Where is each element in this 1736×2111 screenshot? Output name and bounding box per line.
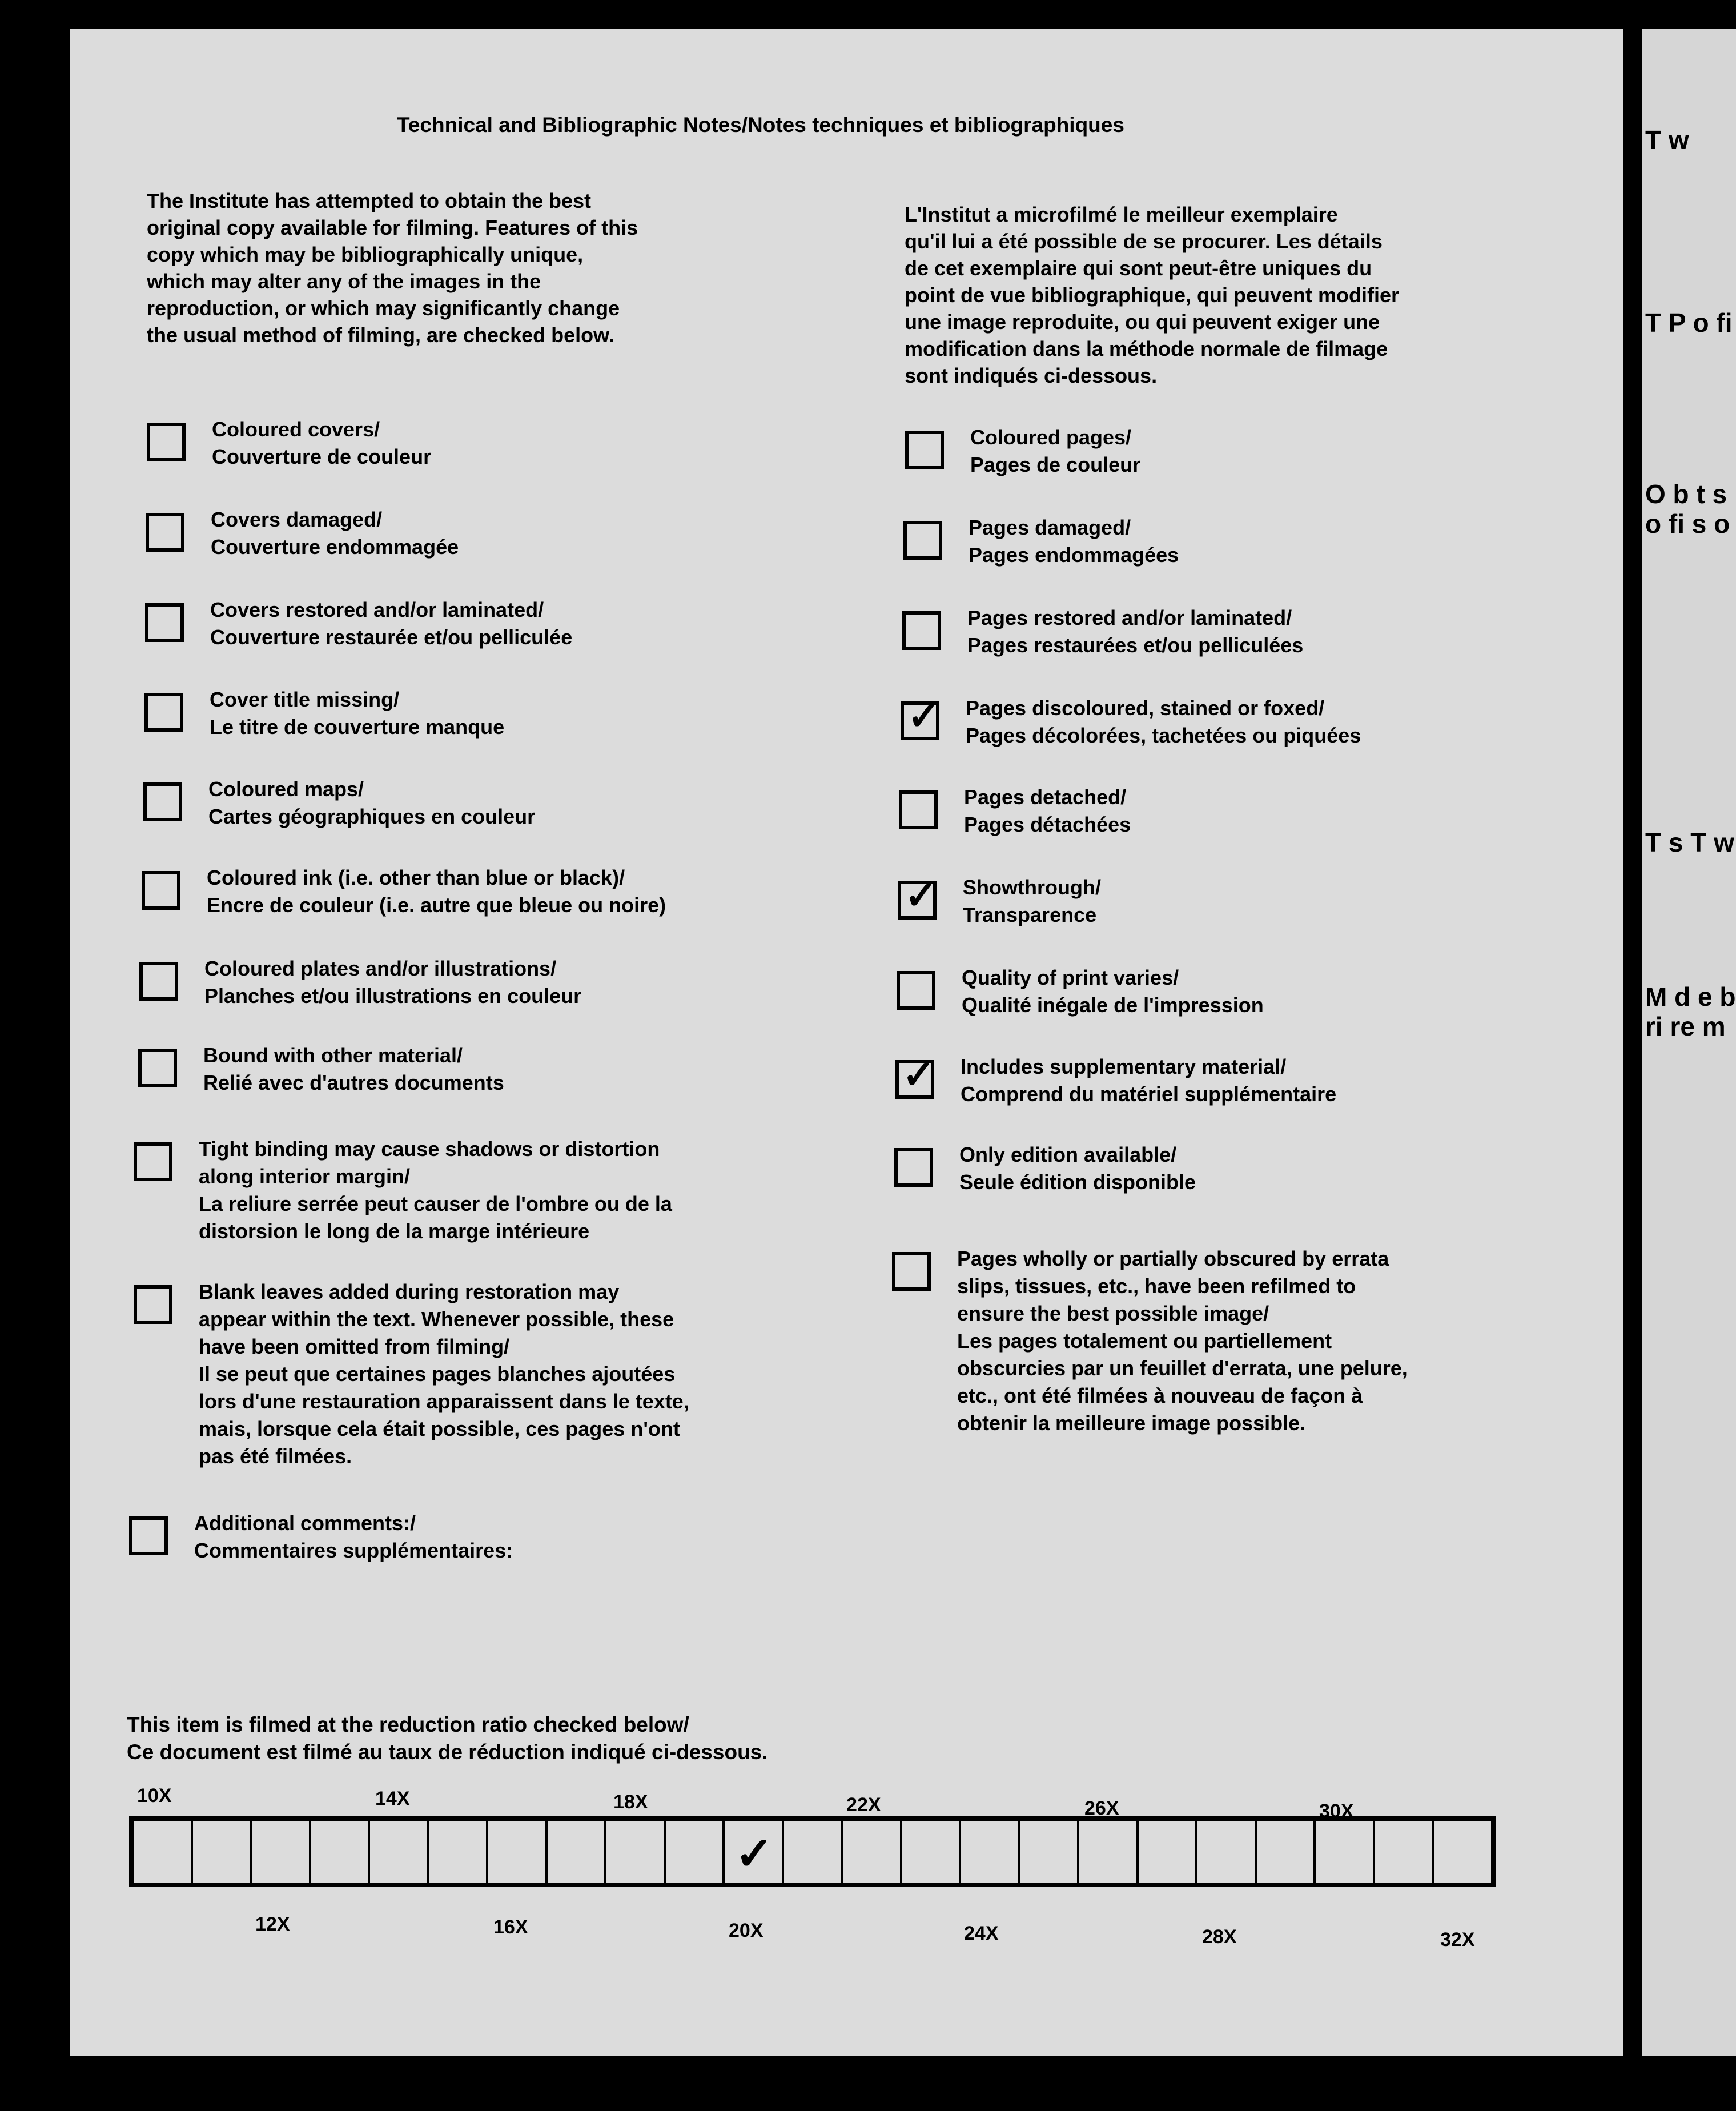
checkbox[interactable] bbox=[901, 695, 940, 740]
checkbox[interactable] bbox=[144, 693, 183, 732]
right-item bbox=[903, 516, 1179, 569]
ratio-cell[interactable] bbox=[488, 1821, 548, 1883]
ratio-cell[interactable] bbox=[666, 1821, 725, 1883]
ratio-cell[interactable] bbox=[429, 1821, 489, 1883]
left-item bbox=[145, 598, 573, 651]
checkbox[interactable] bbox=[145, 603, 184, 642]
checkbox[interactable] bbox=[143, 782, 182, 821]
checklist-label: Coloured covers/ Couverture de couleur bbox=[212, 418, 432, 468]
checkbox[interactable] bbox=[902, 611, 941, 650]
left-item bbox=[144, 688, 505, 741]
checkbox[interactable] bbox=[897, 971, 935, 1010]
checkbox[interactable] bbox=[903, 521, 942, 560]
checkbox[interactable] bbox=[139, 962, 178, 1001]
checklist-label: Pages wholly or partially obscured by errata slips, tissues, etc., have been refilmed to ensure the best possible image/ Les pages totalement ou partiellement obscurcies par un feuillet d'errata, une pelure, etc., ont été filmées à nouveau de façon à obtenir la meilleure image possible. bbox=[957, 1247, 1408, 1435]
adjacent-page-fragment: T s T w bbox=[1645, 828, 1734, 857]
left-item bbox=[147, 418, 432, 471]
checkbox[interactable] bbox=[894, 1148, 933, 1187]
ratio-cell[interactable] bbox=[1139, 1821, 1198, 1883]
checklist-label: Cover title missing/ Le titre de couverture manque bbox=[210, 688, 505, 739]
checklist-label: Coloured plates and/or illustrations/ Planches et/ou illustrations en couleur bbox=[204, 957, 582, 1008]
checklist-label: Pages discoloured, stained or foxed/ Pages décolorées, tachetées ou piquées bbox=[966, 696, 1361, 747]
scale-label-top: 22X bbox=[846, 1794, 881, 1816]
checklist-label: Tight binding may cause shadows or distortion along interior margin/ La reliure serrée peut causer de l'ombre ou de la distorsion le long de la marge intérieure bbox=[199, 1137, 672, 1243]
checklist-label: Coloured maps/ Cartes géographiques en couleur bbox=[208, 777, 536, 828]
checklist-label: Pages detached/ Pages détachées bbox=[964, 785, 1131, 836]
checklist-label: Includes supplementary material/ Comprend du matériel supplémentaire bbox=[961, 1055, 1337, 1106]
ratio-cell[interactable] bbox=[134, 1821, 193, 1883]
intro-english: The Institute has attempted to obtain the best original copy available for filming. Features of this copy which may be bibliographically unique, which may alter any of the images in the reproduction, or which may significantly change the usual method of filming, are checked below. bbox=[147, 189, 638, 347]
scale-label-bottom: 24X bbox=[964, 1923, 999, 1944]
scale-label-top: 30X bbox=[1319, 1800, 1354, 1822]
checkbox[interactable] bbox=[899, 790, 938, 829]
scale-label-top: 10X bbox=[137, 1785, 172, 1807]
checklist-label: Covers restored and/or laminated/ Couverture restaurée et/ou pelliculée bbox=[210, 598, 573, 649]
scale-label-top: 26X bbox=[1084, 1797, 1119, 1819]
right-item bbox=[895, 1053, 1337, 1108]
checklist-label: Only edition available/ Seule édition disponible bbox=[959, 1143, 1196, 1194]
scale-label-bottom: 20X bbox=[729, 1920, 763, 1941]
checklist-label: Pages damaged/ Pages endommagées bbox=[969, 516, 1179, 567]
checkbox[interactable] bbox=[142, 871, 180, 910]
adjacent-page-edge bbox=[1642, 29, 1736, 2056]
ratio-cell[interactable] bbox=[193, 1821, 252, 1883]
left-item bbox=[134, 1137, 672, 1245]
right-item bbox=[901, 695, 1361, 749]
ratio-cell[interactable] bbox=[1257, 1821, 1316, 1883]
ratio-cell[interactable] bbox=[252, 1821, 311, 1883]
right-item bbox=[898, 874, 1101, 929]
right-item bbox=[894, 1143, 1196, 1196]
ratio-cell[interactable] bbox=[1079, 1821, 1139, 1883]
right-item bbox=[897, 966, 1264, 1019]
checkbox[interactable] bbox=[146, 513, 184, 552]
ratio-cell[interactable] bbox=[843, 1821, 902, 1883]
reduction-ratio-note: This item is filmed at the reduction ratio checked below/ Ce document est filmé au taux de réduction indiqué ci-dessous. bbox=[127, 1713, 768, 1764]
ratio-cell[interactable] bbox=[725, 1821, 784, 1883]
checklist-label: Blank leaves added during restoration may appear within the text. Whenever possible, these have been omitted from filming/ Il se peut que certaines pages blanches ajoutées lors d'une restauration apparaissent dans le texte, mais, lorsque cela était possible, ces pages n'ont pas été filmées. bbox=[199, 1280, 689, 1468]
ratio-cell[interactable] bbox=[370, 1821, 429, 1883]
left-item bbox=[139, 957, 582, 1010]
right-item bbox=[905, 426, 1141, 479]
checklist-label: Quality of print varies/ Qualité inégale de l'impression bbox=[962, 966, 1264, 1017]
left-item bbox=[143, 777, 536, 830]
reduction-ratio-grid bbox=[129, 1816, 1496, 1887]
page-title: Technical and Bibliographic Notes/Notes techniques et bibliographiques bbox=[397, 113, 1124, 137]
right-item bbox=[892, 1247, 1408, 1437]
checkbox[interactable] bbox=[138, 1049, 177, 1087]
left-item bbox=[129, 1511, 513, 1564]
adjacent-page-fragment: T P o fi bbox=[1645, 308, 1733, 338]
left-item bbox=[134, 1280, 689, 1470]
scale-label-bottom: 32X bbox=[1440, 1929, 1475, 1951]
scale-label-top: 18X bbox=[613, 1791, 648, 1813]
scale-label-top: 14X bbox=[375, 1788, 410, 1809]
ratio-cell[interactable] bbox=[902, 1821, 962, 1883]
left-item bbox=[142, 866, 666, 919]
ratio-cell[interactable] bbox=[1197, 1821, 1257, 1883]
ratio-cell[interactable] bbox=[548, 1821, 607, 1883]
checkbox[interactable] bbox=[892, 1252, 931, 1291]
right-item bbox=[899, 785, 1131, 838]
adjacent-page-fragment: T w bbox=[1645, 125, 1689, 155]
checkbox[interactable] bbox=[129, 1516, 168, 1555]
checklist-label: Showthrough/ Transparence bbox=[963, 876, 1101, 926]
checkbox[interactable] bbox=[898, 874, 937, 920]
right-item bbox=[902, 606, 1304, 659]
checklist-label: Coloured ink (i.e. other than blue or black)/ Encre de couleur (i.e. autre que bleue ou noire) bbox=[207, 866, 666, 917]
checklist-label: Bound with other material/ Relié avec d'autres documents bbox=[203, 1044, 504, 1094]
filming-notes-page bbox=[70, 29, 1623, 2056]
checkbox[interactable] bbox=[134, 1285, 172, 1324]
checkbox[interactable] bbox=[147, 423, 186, 461]
checklist-label: Covers damaged/ Couverture endommagée bbox=[211, 508, 459, 559]
ratio-cell[interactable] bbox=[1434, 1821, 1491, 1883]
checklist-label: Coloured pages/ Pages de couleur bbox=[970, 426, 1141, 476]
ratio-cell[interactable] bbox=[1375, 1821, 1434, 1883]
checkbox[interactable] bbox=[905, 431, 944, 469]
left-item bbox=[146, 508, 459, 561]
checklist-label: Pages restored and/or laminated/ Pages restaurées et/ou pelliculées bbox=[967, 606, 1304, 657]
ratio-cell[interactable] bbox=[1316, 1821, 1375, 1883]
check-mark-icon: ✓ bbox=[902, 1053, 935, 1097]
check-mark-icon: ✓ bbox=[905, 874, 937, 917]
ratio-cell[interactable] bbox=[961, 1821, 1020, 1883]
checkbox[interactable] bbox=[134, 1142, 172, 1181]
intro-french: L'Institut a microfilmé le meilleur exemplaire qu'il lui a été possible de se procurer. Les détails de cet exemplaire qui sont peut-être uniques du point de vue bibliographique, qui peuvent modifier une image reproduite, ou qui peuvent exiger une modification dans la méthode normale de filmage sont indiqués ci-dessous. bbox=[905, 203, 1400, 387]
scale-label-bottom: 28X bbox=[1202, 1926, 1237, 1948]
checkbox[interactable] bbox=[895, 1053, 935, 1099]
ratio-cell[interactable] bbox=[784, 1821, 843, 1883]
ratio-cell[interactable] bbox=[606, 1821, 666, 1883]
check-mark-icon: ✓ bbox=[907, 695, 940, 738]
adjacent-page-fragment: O b t s o fi s o bbox=[1645, 479, 1730, 539]
ratio-cell[interactable] bbox=[311, 1821, 371, 1883]
ratio-cell[interactable] bbox=[1020, 1821, 1080, 1883]
adjacent-page-fragment: M d e b ri re m bbox=[1645, 982, 1736, 1041]
left-item bbox=[138, 1044, 504, 1097]
scale-label-bottom: 16X bbox=[493, 1916, 528, 1938]
checklist-label: Additional comments:/ Commentaires supplémentaires: bbox=[194, 1511, 513, 1562]
scale-label-bottom: 12X bbox=[255, 1913, 290, 1935]
check-mark-icon: ✓ bbox=[735, 1828, 774, 1879]
